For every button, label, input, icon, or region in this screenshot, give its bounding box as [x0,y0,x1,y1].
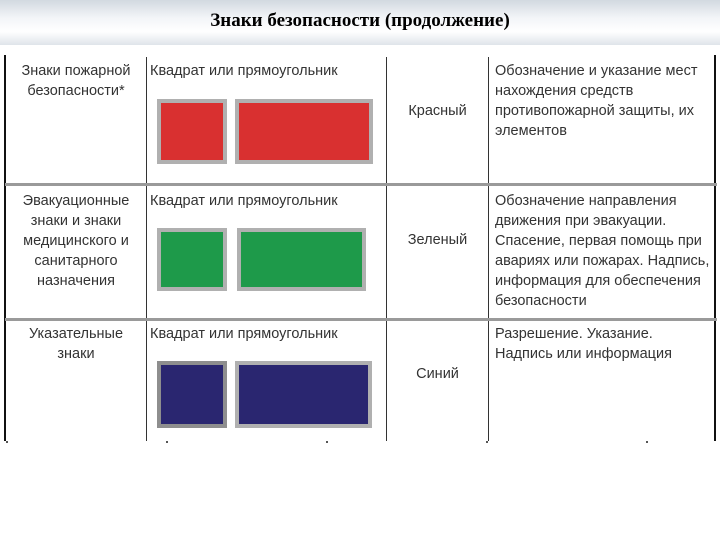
row-3-shape: Квадрат или прямоугольник [150,326,338,342]
row-3-square-swatch [157,361,227,428]
row-3-meaning: Разрешение. Указание. Надпись или информация [495,326,672,362]
table-bottom-edge [6,441,718,443]
row-2-color-name: Зеленый [407,232,468,248]
slide-title: Знаки безопасности (продолжение) [210,10,510,31]
column-divider [146,57,147,441]
row-2-rectangle-swatch [237,228,366,291]
row-2-shape: Квадрат или прямоугольник [150,193,338,209]
row-1-rectangle-swatch [235,99,373,164]
row-separator [5,183,717,186]
column-divider [386,57,387,441]
row-3-group: Указательные знаки [28,326,124,362]
row-1-group: Знаки пожарной безопасности* [21,63,131,99]
row-1-shape: Квадрат или прямоугольник [150,63,338,79]
row-1-color-name: Красный [408,103,467,119]
row-2-group: Эвакуационные знаки и знаки медицинского и санитарного назначения [22,193,130,289]
row-2-square-swatch [157,228,227,291]
row-2-meaning: Обозначение направления движения при эвакуации. Спасение, первая помощь при авариях или пожарах. Надпись, информация для обеспечения безопасности [495,193,710,309]
row-1-square-swatch [157,99,227,164]
row-3-rectangle-swatch [235,361,372,428]
row-separator [5,318,717,321]
row-3-color-name: Синий [416,366,459,382]
row-1-meaning: Обозначение и указание мест нахождения средств противопожарной защиты, их элементов [495,63,698,139]
column-divider [488,57,489,441]
